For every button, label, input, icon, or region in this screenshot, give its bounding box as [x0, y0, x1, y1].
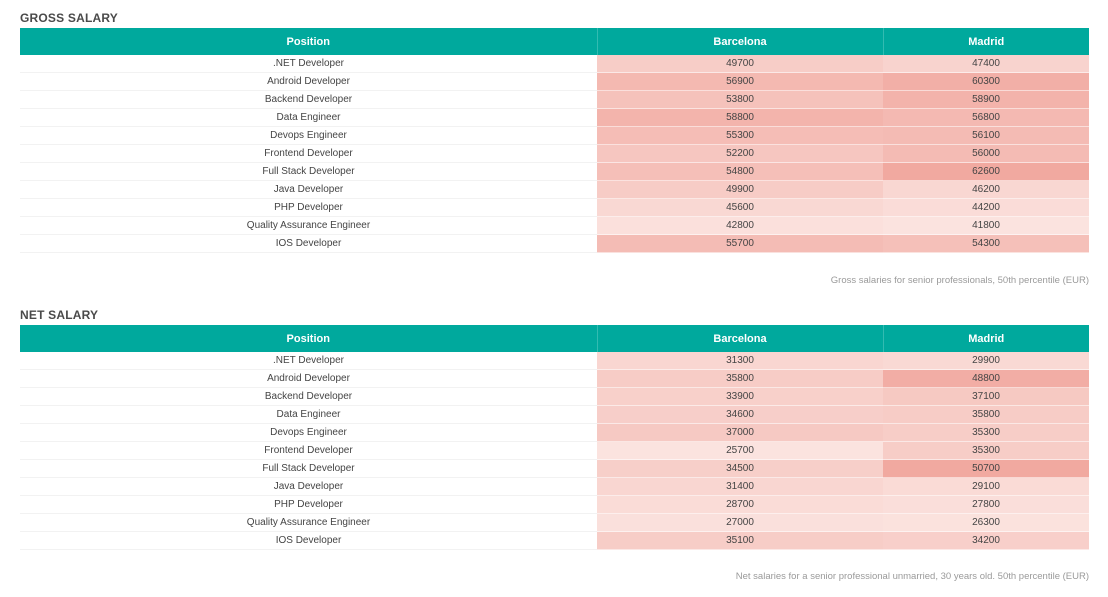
madrid-value-cell: 47400	[883, 55, 1089, 73]
column-header-madrid: Madrid	[883, 28, 1089, 55]
table-row	[20, 352, 1089, 370]
gross-salary-section	[20, 10, 1089, 253]
table-header-row	[20, 28, 1089, 55]
madrid-value-cell: 44200	[883, 199, 1089, 217]
net-salary-title: NET SALARY	[20, 308, 99, 322]
barcelona-value-cell: 37000	[597, 424, 883, 442]
barcelona-value-cell: 55300	[597, 127, 883, 145]
madrid-value-cell: 35800	[883, 406, 1089, 424]
barcelona-value-cell: 58800	[597, 109, 883, 127]
madrid-value-cell: 34200	[883, 532, 1089, 550]
table-row	[20, 406, 1089, 424]
table-row	[20, 532, 1089, 550]
table-row	[20, 217, 1089, 235]
table-row	[20, 163, 1089, 181]
barcelona-value-cell: 33900	[597, 388, 883, 406]
position-cell: Frontend Developer	[20, 145, 597, 163]
table-row	[20, 388, 1089, 406]
table-row	[20, 73, 1089, 91]
barcelona-value-cell: 35800	[597, 370, 883, 388]
barcelona-value-cell: 31300	[597, 352, 883, 370]
table-row	[20, 145, 1089, 163]
madrid-value-cell: 29100	[883, 478, 1089, 496]
position-cell: Data Engineer	[20, 109, 597, 127]
position-cell: .NET Developer	[20, 352, 597, 370]
gross-salary-title: GROSS SALARY	[20, 11, 118, 25]
barcelona-value-cell: 55700	[597, 235, 883, 253]
gross-salary-footnote: Gross salaries for senior professionals, 50th percentile (EUR)	[830, 275, 1089, 286]
madrid-value-cell: 56000	[883, 145, 1089, 163]
madrid-value-cell: 35300	[883, 442, 1089, 460]
table-row	[20, 91, 1089, 109]
madrid-value-cell: 58900	[883, 91, 1089, 109]
madrid-value-cell: 60300	[883, 73, 1089, 91]
barcelona-value-cell: 34500	[597, 460, 883, 478]
barcelona-value-cell: 56900	[597, 73, 883, 91]
position-cell: Frontend Developer	[20, 442, 597, 460]
madrid-value-cell: 46200	[883, 181, 1089, 199]
table-row	[20, 424, 1089, 442]
madrid-value-cell: 26300	[883, 514, 1089, 532]
barcelona-value-cell: 45600	[597, 199, 883, 217]
table-row	[20, 442, 1089, 460]
barcelona-value-cell: 49700	[597, 55, 883, 73]
madrid-value-cell: 35300	[883, 424, 1089, 442]
madrid-value-cell: 29900	[883, 352, 1089, 370]
position-cell: PHP Developer	[20, 199, 597, 217]
table-row	[20, 496, 1089, 514]
barcelona-value-cell: 52200	[597, 145, 883, 163]
position-cell: .NET Developer	[20, 55, 597, 73]
position-cell: Full Stack Developer	[20, 460, 597, 478]
table-row	[20, 127, 1089, 145]
madrid-value-cell: 41800	[883, 217, 1089, 235]
madrid-value-cell: 48800	[883, 370, 1089, 388]
gross-salary-table	[20, 28, 1089, 253]
column-header-position: Position	[20, 28, 597, 55]
table-row	[20, 199, 1089, 217]
position-cell: Devops Engineer	[20, 424, 597, 442]
madrid-value-cell: 56100	[883, 127, 1089, 145]
position-cell: IOS Developer	[20, 235, 597, 253]
net-salary-table	[20, 325, 1089, 550]
madrid-value-cell: 50700	[883, 460, 1089, 478]
table-row	[20, 514, 1089, 532]
madrid-value-cell: 62600	[883, 163, 1089, 181]
column-header-madrid: Madrid	[883, 325, 1089, 352]
position-cell: PHP Developer	[20, 496, 597, 514]
barcelona-value-cell: 49900	[597, 181, 883, 199]
table-header-row	[20, 325, 1089, 352]
table-row	[20, 370, 1089, 388]
barcelona-value-cell: 53800	[597, 91, 883, 109]
madrid-value-cell: 54300	[883, 235, 1089, 253]
column-header-barcelona: Barcelona	[597, 28, 883, 55]
barcelona-value-cell: 34600	[597, 406, 883, 424]
barcelona-value-cell: 42800	[597, 217, 883, 235]
position-cell: Android Developer	[20, 73, 597, 91]
madrid-value-cell: 37100	[883, 388, 1089, 406]
barcelona-value-cell: 27000	[597, 514, 883, 532]
barcelona-value-cell: 54800	[597, 163, 883, 181]
barcelona-value-cell: 28700	[597, 496, 883, 514]
position-cell: IOS Developer	[20, 532, 597, 550]
barcelona-value-cell: 31400	[597, 478, 883, 496]
position-cell: Android Developer	[20, 370, 597, 388]
position-cell: Java Developer	[20, 181, 597, 199]
net-salary-section	[20, 307, 1089, 550]
position-cell: Java Developer	[20, 478, 597, 496]
barcelona-value-cell: 35100	[597, 532, 883, 550]
table-row	[20, 235, 1089, 253]
barcelona-value-cell: 25700	[597, 442, 883, 460]
position-cell: Quality Assurance Engineer	[20, 217, 597, 235]
position-cell: Backend Developer	[20, 388, 597, 406]
column-header-barcelona: Barcelona	[597, 325, 883, 352]
madrid-value-cell: 56800	[883, 109, 1089, 127]
position-cell: Full Stack Developer	[20, 163, 597, 181]
madrid-value-cell: 27800	[883, 496, 1089, 514]
net-salary-footnote: Net salaries for a senior professional unmarried, 30 years old. 50th percentile (EUR)	[735, 571, 1089, 582]
table-row	[20, 109, 1089, 127]
column-header-position: Position	[20, 325, 597, 352]
position-cell: Backend Developer	[20, 91, 597, 109]
position-cell: Devops Engineer	[20, 127, 597, 145]
table-row	[20, 55, 1089, 73]
table-row	[20, 478, 1089, 496]
position-cell: Data Engineer	[20, 406, 597, 424]
table-row	[20, 460, 1089, 478]
table-row	[20, 181, 1089, 199]
position-cell: Quality Assurance Engineer	[20, 514, 597, 532]
